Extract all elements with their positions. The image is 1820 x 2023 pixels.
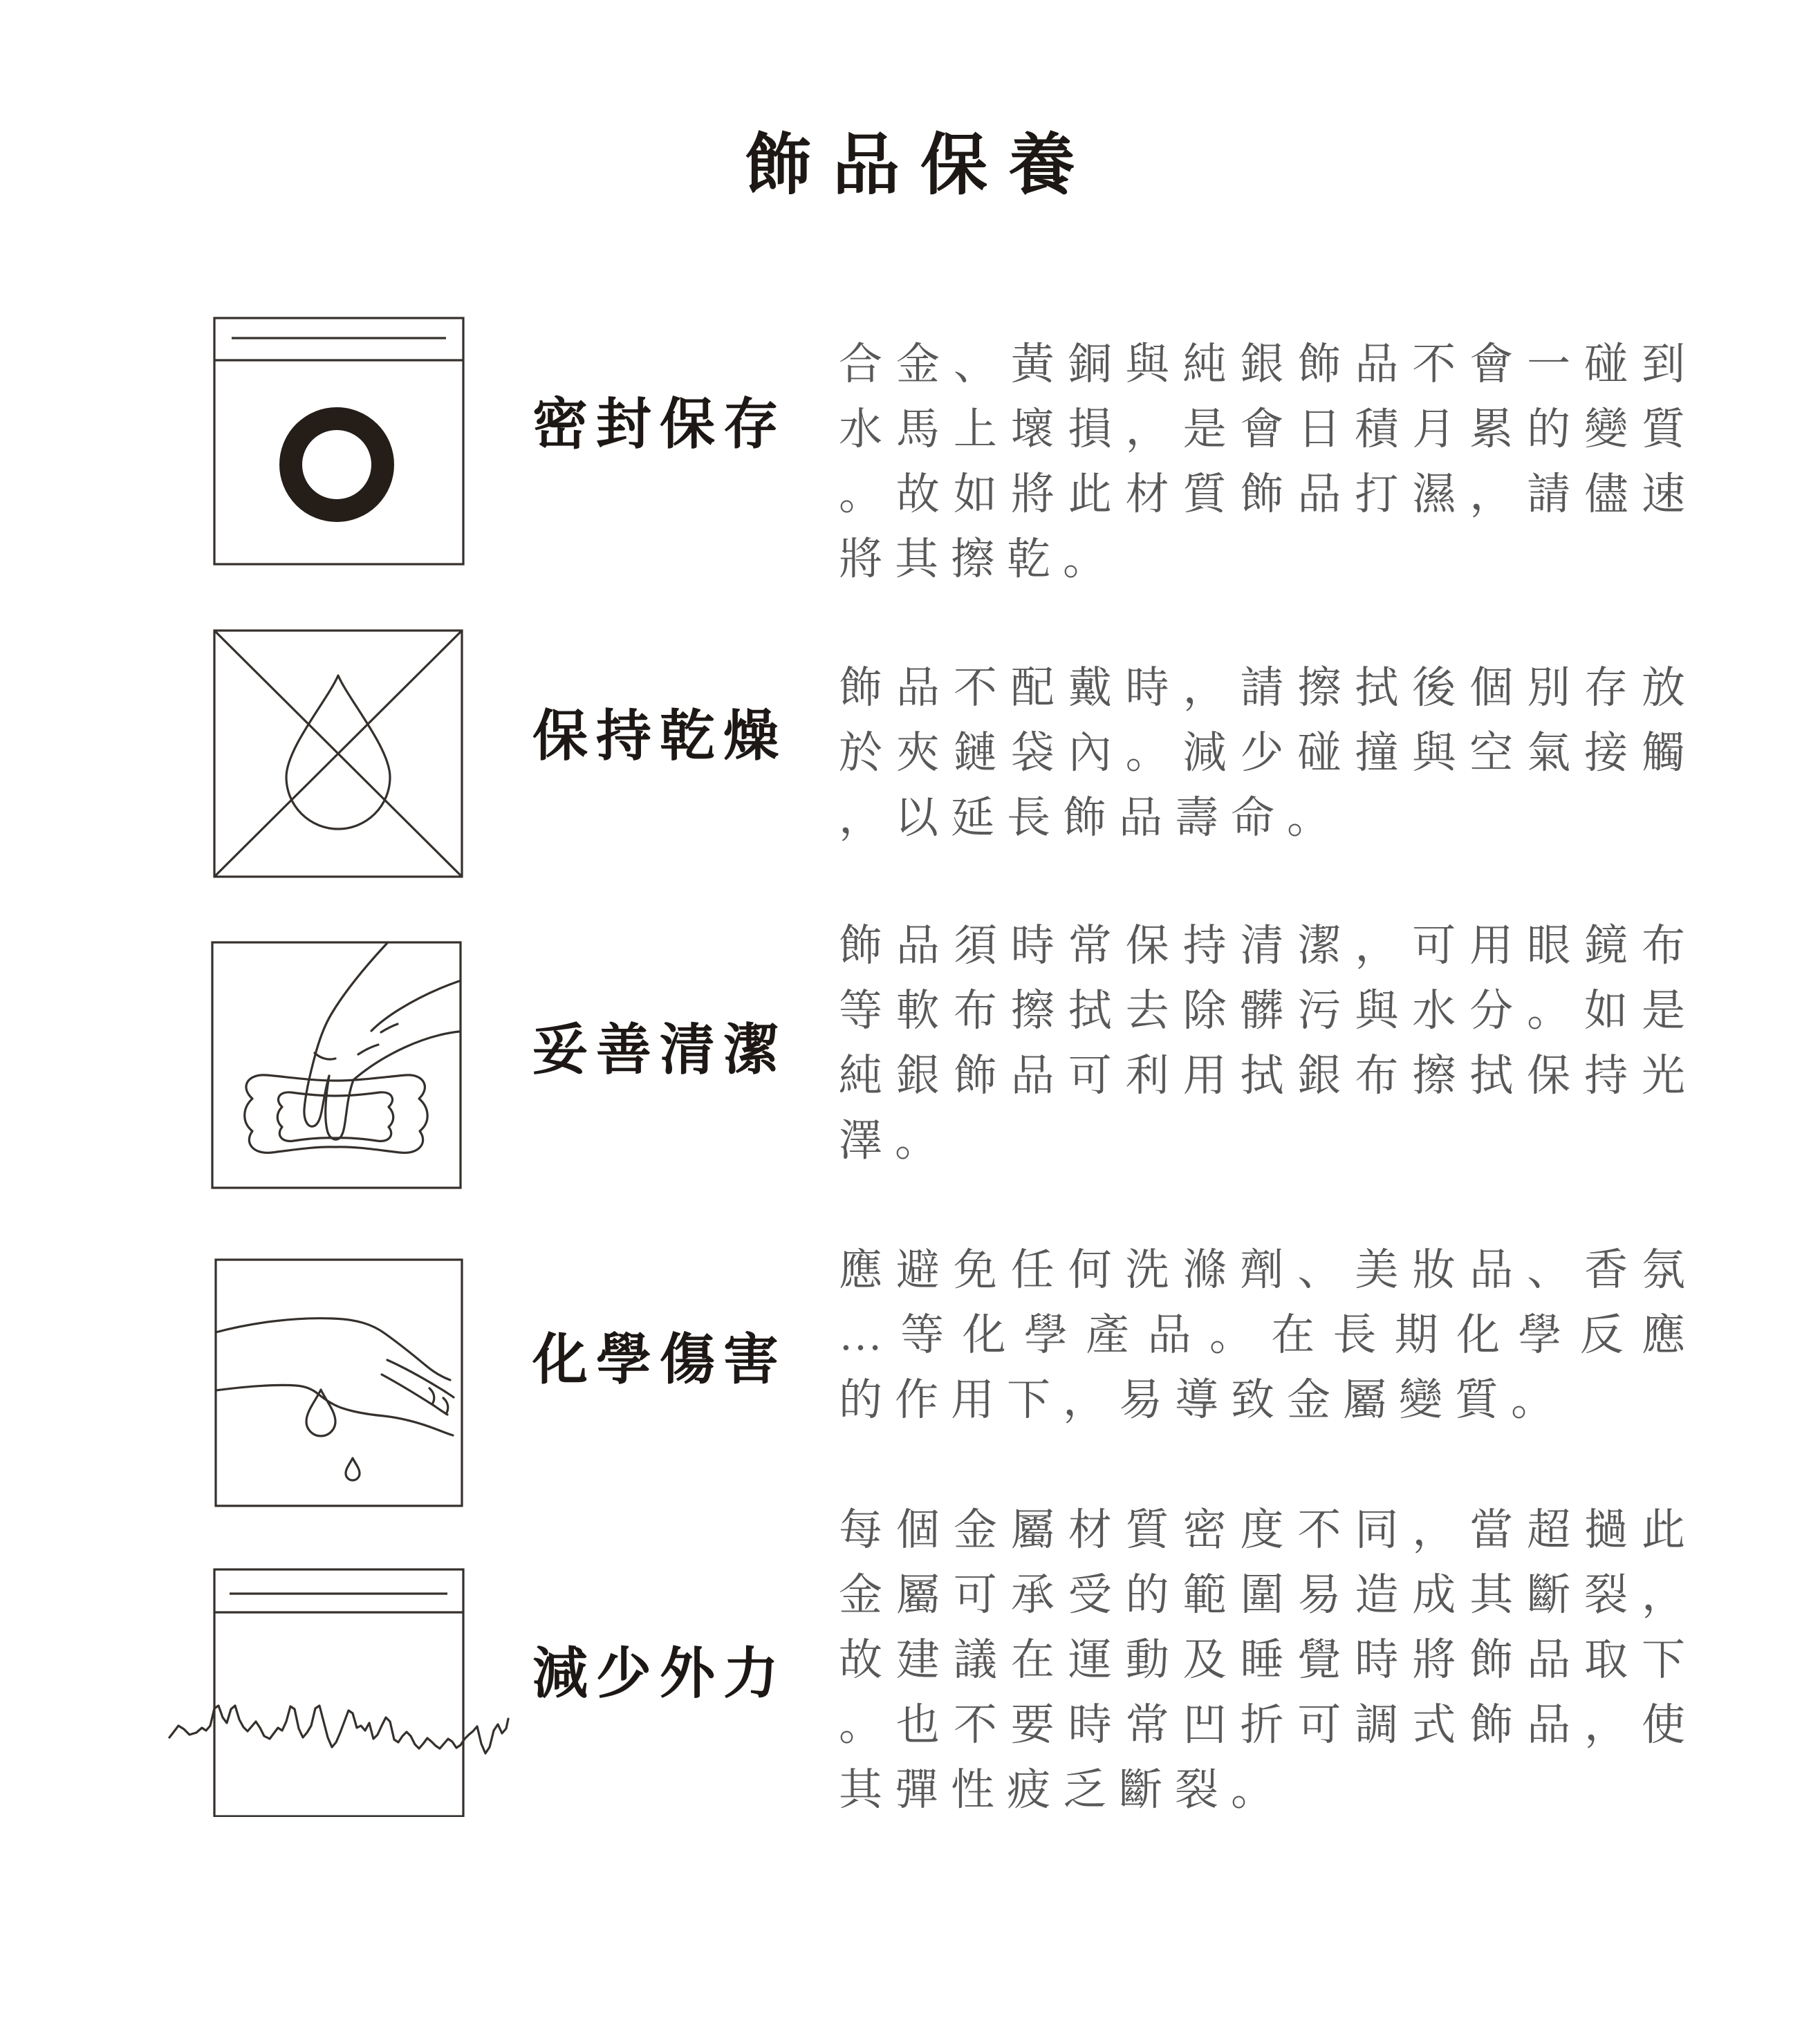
care-text-line: 水馬上壞損，是會日積月累的變質 bbox=[839, 405, 1698, 454]
care-text-proper-cleaning bbox=[839, 913, 1698, 1173]
care-text-line: …等化學產品。在長期化學反應 bbox=[839, 1311, 1698, 1359]
care-text-line: 。故如將此材質飾品打濕，請儘速 bbox=[839, 470, 1698, 519]
care-label-reduce-force: 減少外力 bbox=[532, 1644, 787, 1705]
care-text-line: 故建議在運動及睡覺時將飾品取下 bbox=[839, 1636, 1698, 1684]
care-text-line: 於夾鏈袋內。減少碰撞與空氣接觸 bbox=[839, 729, 1698, 777]
care-text-line: 其彈性疲乏斷裂。 bbox=[839, 1766, 1287, 1814]
no-water-drop-icon bbox=[213, 629, 463, 878]
care-label-proper-cleaning: 妥善清潔 bbox=[532, 1020, 787, 1081]
care-text-line: 。也不要時常凹折可調式飾品，使 bbox=[839, 1701, 1698, 1749]
care-text-line: 純銀飾品可利用拭銀布擦拭保持光 bbox=[839, 1052, 1698, 1100]
care-text-line: 將其擦乾。 bbox=[839, 535, 1119, 584]
care-text-keep-dry bbox=[839, 655, 1698, 850]
care-text-line: 應避免任何洗滌劑、美妝品、香氛 bbox=[839, 1246, 1698, 1294]
care-text-sealed-storage bbox=[839, 332, 1698, 592]
care-text-line: ，以延長飾品壽命。 bbox=[839, 794, 1343, 842]
ziplock-bag-ring-icon bbox=[213, 317, 465, 566]
care-text-line: 澤。 bbox=[839, 1117, 951, 1165]
care-label-sealed-storage: 密封保存 bbox=[532, 395, 787, 456]
care-text-line: 合金、黃銅與純銀飾品不會一碰到 bbox=[839, 340, 1698, 389]
care-text-line: 飾品須時常保持清潔，可用眼鏡布 bbox=[839, 922, 1698, 970]
care-label-keep-dry: 保持乾燥 bbox=[532, 707, 787, 767]
care-text-reduce-force bbox=[839, 1498, 1698, 1822]
hand-chemical-drops-icon bbox=[214, 1258, 463, 1507]
hand-wiping-cloth-icon bbox=[211, 941, 462, 1189]
care-text-chemical-damage bbox=[839, 1238, 1698, 1433]
care-text-line: 等軟布擦拭去除髒污與水分。如是 bbox=[839, 987, 1698, 1035]
care-text-line: 的作用下，易導致金屬變質。 bbox=[839, 1376, 1567, 1424]
page-title: 飾品保養 bbox=[745, 129, 1096, 203]
care-label-chemical-damage: 化學傷害 bbox=[532, 1330, 787, 1391]
care-text-line: 飾品不配戴時，請擦拭後個別存放 bbox=[839, 664, 1698, 712]
care-text-line: 金屬可承受的範圍易造成其斷裂， bbox=[839, 1571, 1698, 1619]
care-text-line: 每個金屬材質密度不同，當超撾此 bbox=[839, 1506, 1698, 1554]
bag-vibration-icon bbox=[166, 1568, 512, 1817]
